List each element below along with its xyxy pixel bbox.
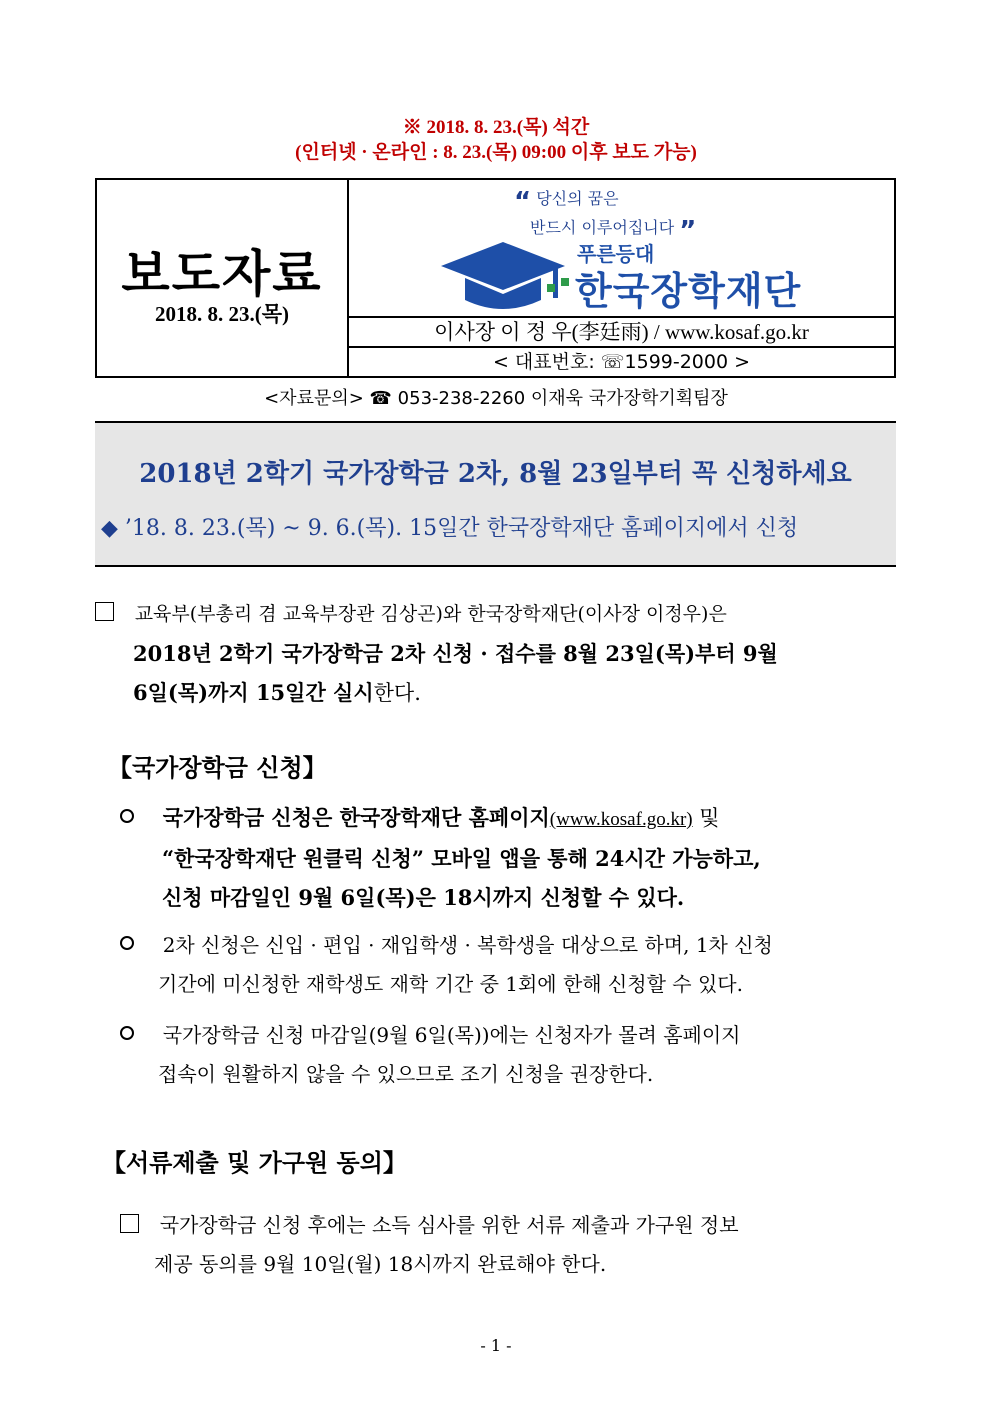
slogan-close-quote: ”	[679, 216, 697, 246]
section-title-documents: 【서류제출 및 가구원 동의】	[102, 1149, 407, 1177]
s1b2-line1: 2차 신청은 신입 · 편입 · 재입학생 · 복학생을 대상으로 하며, 1차 신청	[162, 933, 773, 957]
slogan-line-2: 반드시 이루어집니다	[530, 218, 675, 237]
page-number: - 1 -	[480, 1336, 512, 1355]
slogan-open-quote: “	[514, 187, 532, 217]
intro-paragraph	[95, 594, 896, 713]
inquiry-contact: <자료문의> ☎ 053-238-2260 이재욱 국가장학기획팀장	[264, 388, 728, 409]
section1-bullet-1	[120, 798, 896, 917]
slogan	[514, 186, 696, 244]
intro-line-3-tail: 한다.	[373, 681, 421, 705]
section1-bullet-3	[120, 1016, 896, 1094]
press-header-box	[95, 178, 896, 378]
graduation-cap-logo-icon	[441, 238, 571, 314]
s1b1-line1: 국가장학금 신청은 한국장학재단 홈페이지	[162, 805, 550, 830]
circle-bullet-icon	[120, 809, 134, 823]
headline-title: 2018년 2학기 국가장학금 2차, 8월 23일부터 꼭 신청하세요	[139, 459, 852, 489]
s2-line2: 제공 동의를 9월 10일(월) 18시까지 완료해야 한다.	[154, 1252, 607, 1276]
square-bullet-icon	[95, 602, 114, 621]
circle-bullet-icon	[120, 936, 134, 950]
release-date: 2018. 8. 23.(목)	[154, 302, 290, 326]
logo-org-name: 한국장학재단	[575, 269, 802, 313]
chairman-website: 이사장 이 정 우(李廷雨) / www.kosaf.go.kr	[349, 316, 894, 346]
s1b3-line2: 접속이 원활하지 않을 수 있으므로 조기 신청을 권장한다.	[158, 1062, 654, 1086]
headline-box	[95, 421, 896, 567]
embargo-line-1: ※ 2018. 8. 23.(목) 석간	[402, 117, 590, 138]
kosaf-link[interactable]: (www.kosaf.go.kr)	[549, 809, 693, 830]
s1b1-line3: 신청 마감일인 9월 6일(목)은 18시까지 신청할 수 있다.	[162, 885, 685, 910]
doc-type-title: 보도자료	[121, 245, 323, 303]
section2-paragraph	[120, 1206, 896, 1284]
section1-bullet-2	[120, 926, 896, 1004]
s1b3-line1: 국가장학금 신청 마감일(9월 6일(목))에는 신청자가 몰려 홈페이지	[162, 1023, 741, 1047]
intro-line-2: 2018년 2학기 국가장학금 2차 신청 · 접수를 8월 23일(목)부터 9월	[133, 641, 778, 666]
square-bullet-icon	[120, 1214, 139, 1233]
circle-bullet-icon	[120, 1026, 134, 1040]
headline-subtitle: ◆ ’18. 8. 23.(목) ~ 9. 6.(목). 15일간 한국장학재단 홈페이지에서 신청	[101, 516, 799, 541]
representative-number: < 대표번호: ☏1599-2000 >	[349, 346, 894, 376]
org-info-cell	[349, 180, 894, 376]
s1b2-line2: 기간에 미신청한 재학생도 재학 기간 중 1회에 한해 신청할 수 있다.	[158, 972, 743, 996]
s2-line1: 국가장학금 신청 후에는 소득 심사를 위한 서류 제출과 가구원 정보	[159, 1213, 739, 1237]
embargo-line-2: (인터넷 · 온라인 : 8. 23.(목) 09:00 이후 보도 가능)	[295, 142, 697, 163]
s1b1-line1-tail: 및	[692, 806, 720, 830]
section-title-application: 【국가장학금 신청】	[108, 754, 327, 782]
logo-small-text: 푸른등대	[577, 242, 655, 266]
intro-line-3-bold: 6일(목)까지 15일간 실시	[133, 680, 374, 705]
intro-line-1: 교육부(부총리 겸 교육부장관 김상곤)와 한국장학재단(이사장 이정우)은	[134, 603, 727, 625]
slogan-line-1: 당신의 꿈은	[536, 189, 619, 208]
doc-type-cell	[97, 180, 349, 376]
s1b1-line2: “한국장학재단 원클릭 신청” 모바일 앱을 통해 24시간 가능하고,	[162, 846, 761, 871]
